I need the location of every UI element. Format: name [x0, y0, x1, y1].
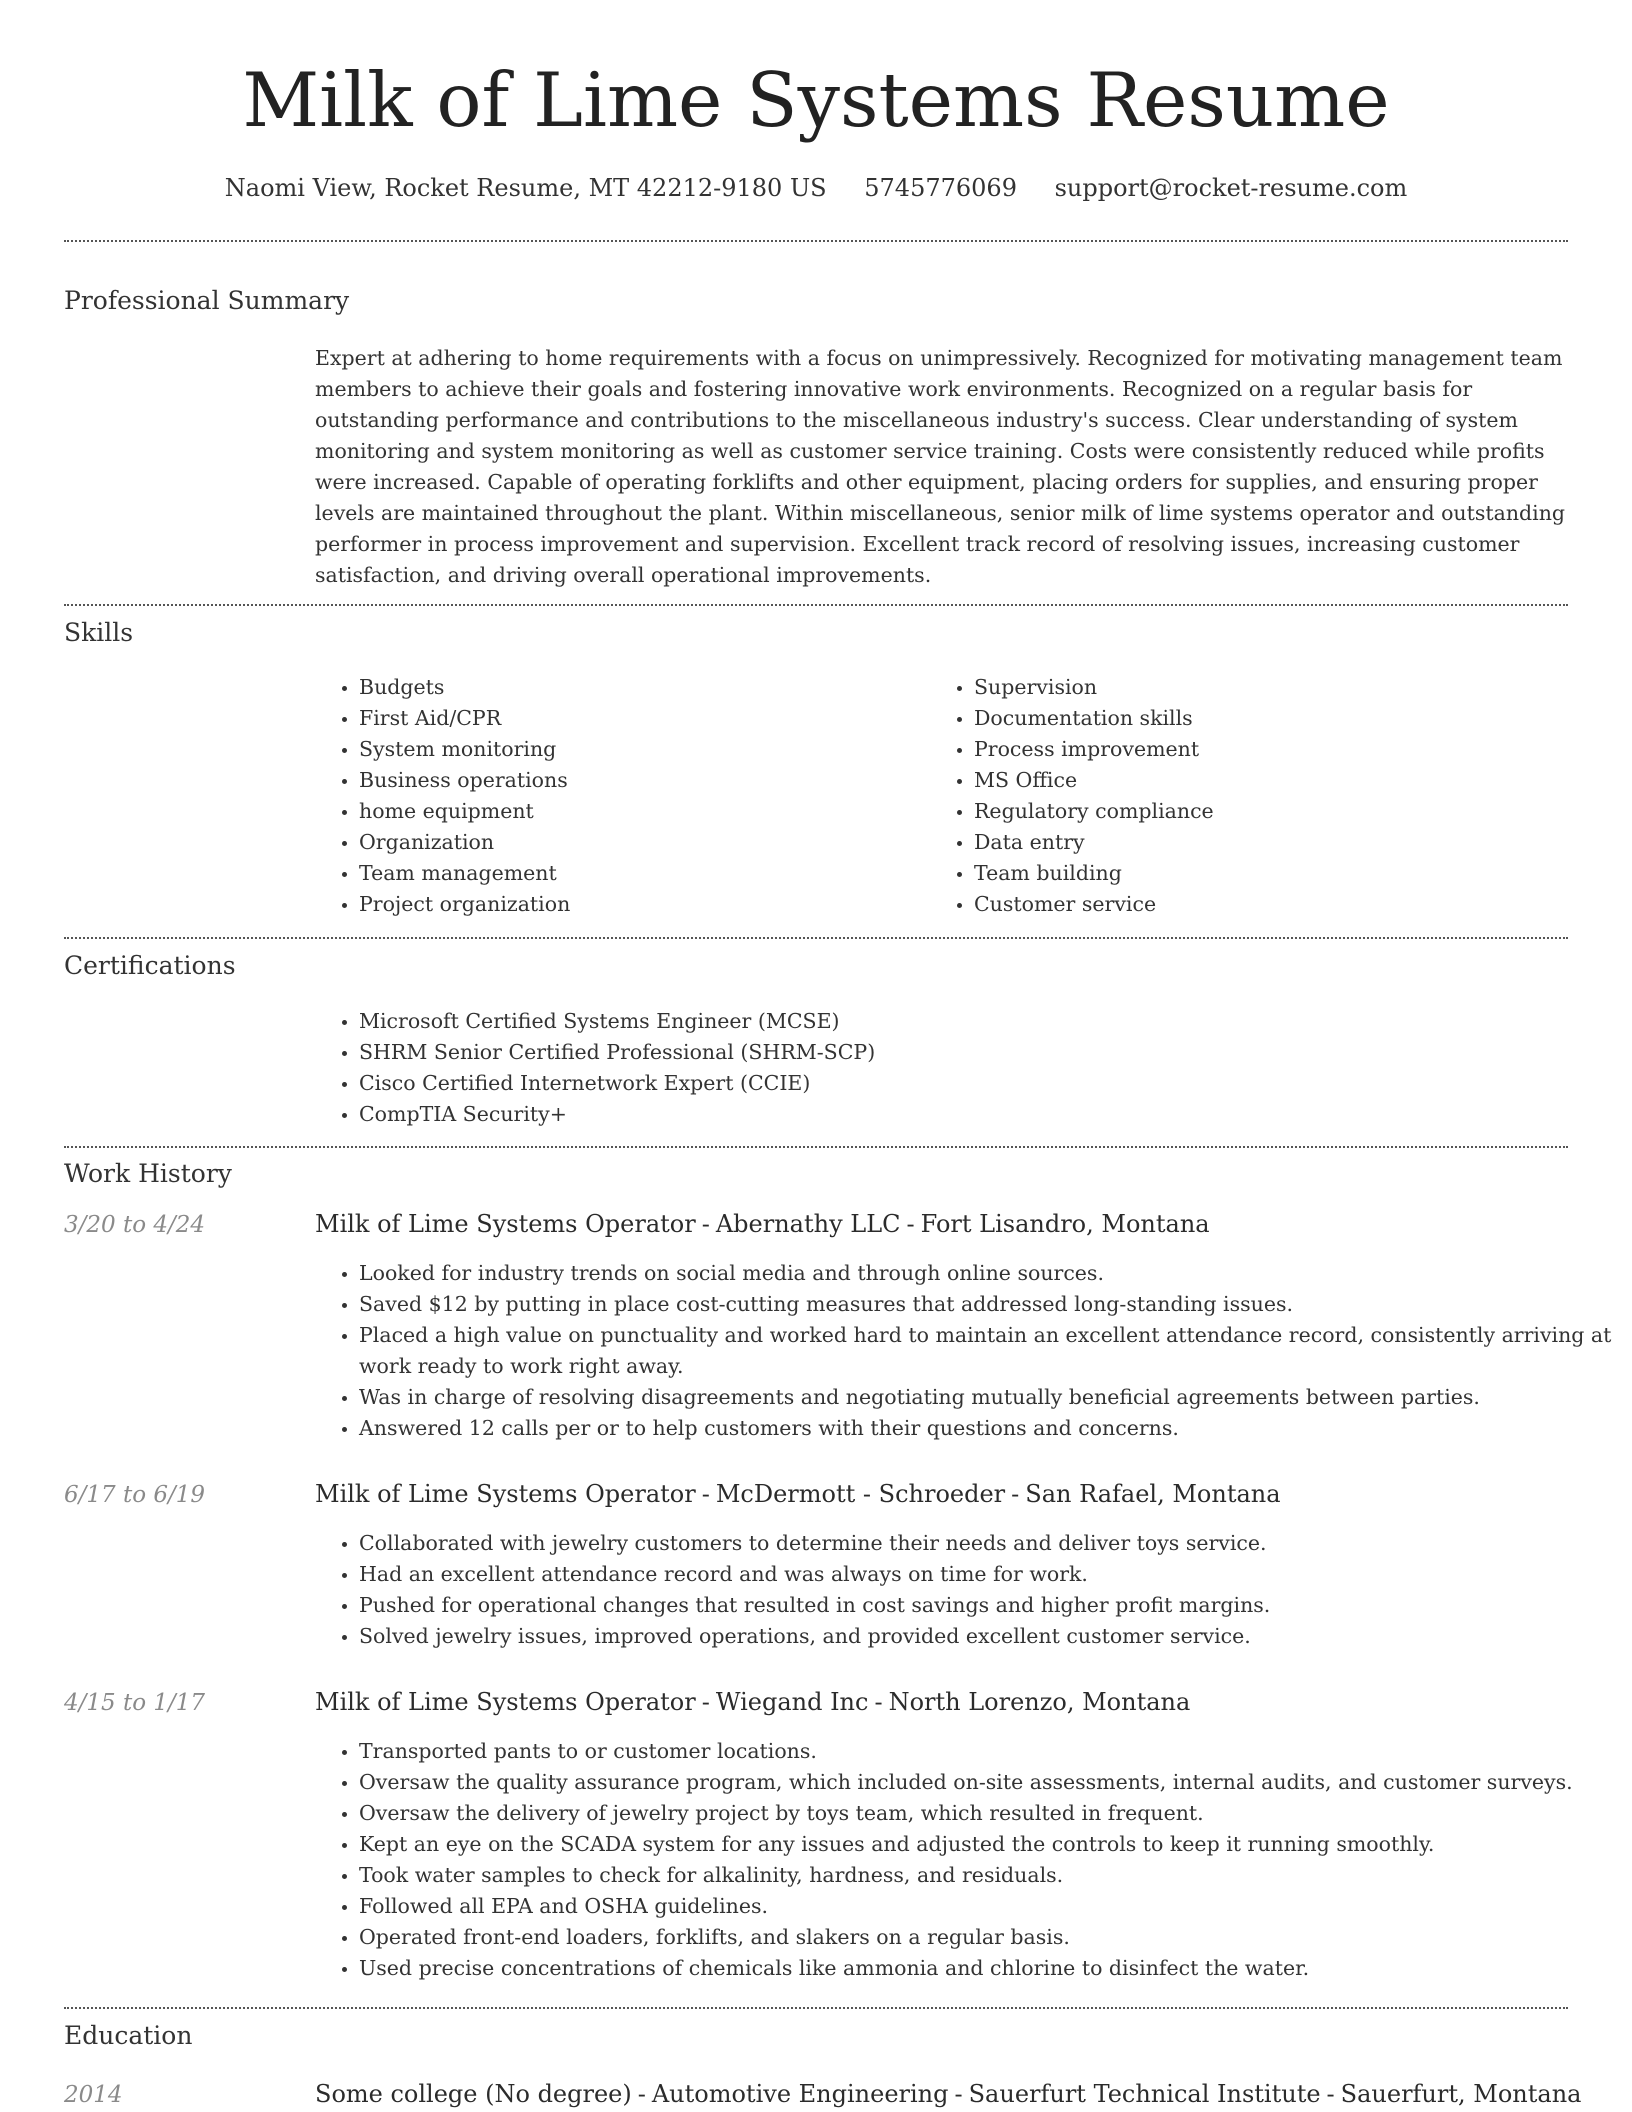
separator: -	[1011, 1480, 1020, 1508]
job-location: Fort Lisandro, Montana	[920, 1210, 1210, 1238]
skill-item: • Data entry	[974, 827, 1574, 858]
divider	[64, 2007, 1568, 2009]
job-dates: 4/15 to 1/17	[64, 1690, 206, 1716]
skill-item: • System monitoring	[359, 734, 919, 765]
skill-item: • Customer service	[974, 889, 1574, 920]
job-bullets	[315, 1258, 1614, 1444]
section-title-certifications: Certifications	[64, 951, 236, 980]
education-degree: Some college (No degree)	[315, 2080, 632, 2108]
job-title: Milk of Lime Systems Operator	[315, 1688, 696, 1716]
job-bullet: • Had an excellent attendance record and was always on time for work.	[359, 1559, 1614, 1590]
separator: -	[701, 1480, 710, 1508]
job-bullet: • Pushed for operational changes that resulted in cost savings and higher profit margins.	[359, 1590, 1614, 1621]
education-entry	[315, 2078, 1581, 2110]
divider	[64, 604, 1568, 606]
skill-item: • Supervision	[974, 672, 1574, 703]
summary-text: Expert at adhering to home requirements with a focus on unimpressively. Recognized for motivating management team members to achieve their goals and fostering innovative work environments. Recognized on a regular basis for outstanding performance and contributions to the miscellaneous industry's success. Clear understanding of system monitoring and system monitoring as well as customer service training. Costs were consistently reduced while profits were increased. Capable of operating forklifts and other equipment, placing orders for supplies, and ensuring proper levels are maintained throughout the plant. Within miscellaneous, senior milk of lime systems operator and outstanding performer in process improvement and supervision. Excellent track record of resolving issues, increasing customer satisfaction, and driving overall operational improvements.	[315, 346, 1566, 587]
job-bullet: • Answered 12 calls per or to help customers with their questions and concerns.	[359, 1413, 1614, 1444]
job-bullets	[315, 1528, 1614, 1652]
skills-list-left	[315, 672, 919, 920]
contact-phone: 5745776069	[864, 174, 1017, 202]
job-bullet: • Oversaw the delivery of jewelry project by toys team, which resulted in frequent.	[359, 1798, 1614, 1829]
job-heading	[315, 1208, 1210, 1240]
section-title-education: Education	[64, 2021, 193, 2050]
certification-item: • Microsoft Certified Systems Engineer (MCSE)	[359, 1006, 1559, 1037]
contact-address: Naomi View, Rocket Resume, MT 42212-9180 US	[224, 174, 827, 202]
education-field: Automotive Engineering	[651, 2080, 949, 2108]
skill-item: • Project organization	[359, 889, 919, 920]
skill-item: • Documentation skills	[974, 703, 1574, 734]
divider	[64, 937, 1568, 939]
separator: -	[906, 1210, 915, 1238]
education-location: Sauerfurt, Montana	[1340, 2080, 1582, 2108]
skill-item: • Team management	[359, 858, 919, 889]
contact-email: support@rocket-resume.com	[1054, 174, 1408, 202]
skill-item: • Regulatory compliance	[974, 796, 1574, 827]
resume-title: Milk of Lime Systems Resume	[242, 56, 1390, 144]
certification-item: • CompTIA Security+	[359, 1099, 1559, 1130]
job-company: Abernathy LLC	[715, 1210, 901, 1238]
job-heading	[315, 1686, 1190, 1718]
certifications-list	[315, 1006, 1559, 1130]
job-title: Milk of Lime Systems Operator	[315, 1210, 696, 1238]
job-location: San Rafael, Montana	[1025, 1480, 1281, 1508]
skills-list-right	[930, 672, 1574, 920]
job-location: North Lorenzo, Montana	[888, 1688, 1191, 1716]
job-bullet: • Collaborated with jewelry customers to determine their needs and deliver toys service.	[359, 1528, 1614, 1559]
certification-item: • Cisco Certified Internetwork Expert (CCIE)	[359, 1068, 1559, 1099]
job-bullet: • Looked for industry trends on social media and through online sources.	[359, 1258, 1614, 1289]
skill-item: • Business operations	[359, 765, 919, 796]
job-dates: 6/17 to 6/19	[64, 1482, 206, 1508]
job-title: Milk of Lime Systems Operator	[315, 1480, 696, 1508]
contact-line	[0, 171, 1632, 205]
certification-item: • SHRM Senior Certified Professional (SHRM-SCP)	[359, 1037, 1559, 1068]
job-bullet: • Used precise concentrations of chemicals like ammonia and chlorine to disinfect the water.	[359, 1953, 1614, 1984]
separator: -	[954, 2080, 963, 2108]
job-dates: 3/20 to 4/24	[64, 1212, 206, 1238]
skill-item: • Team building	[974, 858, 1574, 889]
divider	[64, 240, 1568, 242]
job-bullets	[315, 1736, 1614, 1984]
separator: -	[701, 1688, 710, 1716]
skill-item: • Process improvement	[974, 734, 1574, 765]
job-company: Wiegand Inc	[715, 1688, 869, 1716]
job-company: McDermott - Schroeder	[715, 1480, 1006, 1508]
separator: -	[874, 1688, 883, 1716]
section-title-work-history: Work History	[64, 1159, 232, 1188]
divider	[64, 1146, 1568, 1148]
education-year: 2014	[64, 2082, 123, 2108]
section-title-skills: Skills	[64, 618, 134, 647]
job-bullet: • Oversaw the quality assurance program, which included on-site assessments, internal audits, and customer surveys.	[359, 1767, 1614, 1798]
job-bullet: • Transported pants to or customer locations.	[359, 1736, 1614, 1767]
job-bullet: • Took water samples to check for alkalinity, hardness, and residuals.	[359, 1860, 1614, 1891]
skill-item: • home equipment	[359, 796, 919, 827]
skill-item: • Organization	[359, 827, 919, 858]
job-heading	[315, 1478, 1281, 1510]
job-bullet: • Placed a high value on punctuality and worked hard to maintain an excellent attendance record, consistently arriving at work ready to work right away.	[359, 1320, 1614, 1382]
skill-item: • First Aid/CPR	[359, 703, 919, 734]
job-bullet: • Kept an eye on the SCADA system for any issues and adjusted the controls to keep it running smoothly.	[359, 1829, 1614, 1860]
job-bullet: • Solved jewelry issues, improved operations, and provided excellent customer service.	[359, 1621, 1614, 1652]
job-bullet: • Operated front-end loaders, forklifts, and slakers on a regular basis.	[359, 1922, 1614, 1953]
job-bullet: • Saved $12 by putting in place cost-cutting measures that addressed long-standing issues.	[359, 1289, 1614, 1320]
separator: -	[637, 2080, 646, 2108]
job-bullet: • Followed all EPA and OSHA guidelines.	[359, 1891, 1614, 1922]
separator: -	[1326, 2080, 1335, 2108]
skill-item: • MS Office	[974, 765, 1574, 796]
job-bullet: • Was in charge of resolving disagreements and negotiating mutually beneficial agreements between parties.	[359, 1382, 1614, 1413]
separator: -	[701, 1210, 710, 1238]
section-title-summary: Professional Summary	[64, 286, 350, 315]
education-school: Sauerfurt Technical Institute	[968, 2080, 1321, 2108]
skill-item: • Budgets	[359, 672, 919, 703]
